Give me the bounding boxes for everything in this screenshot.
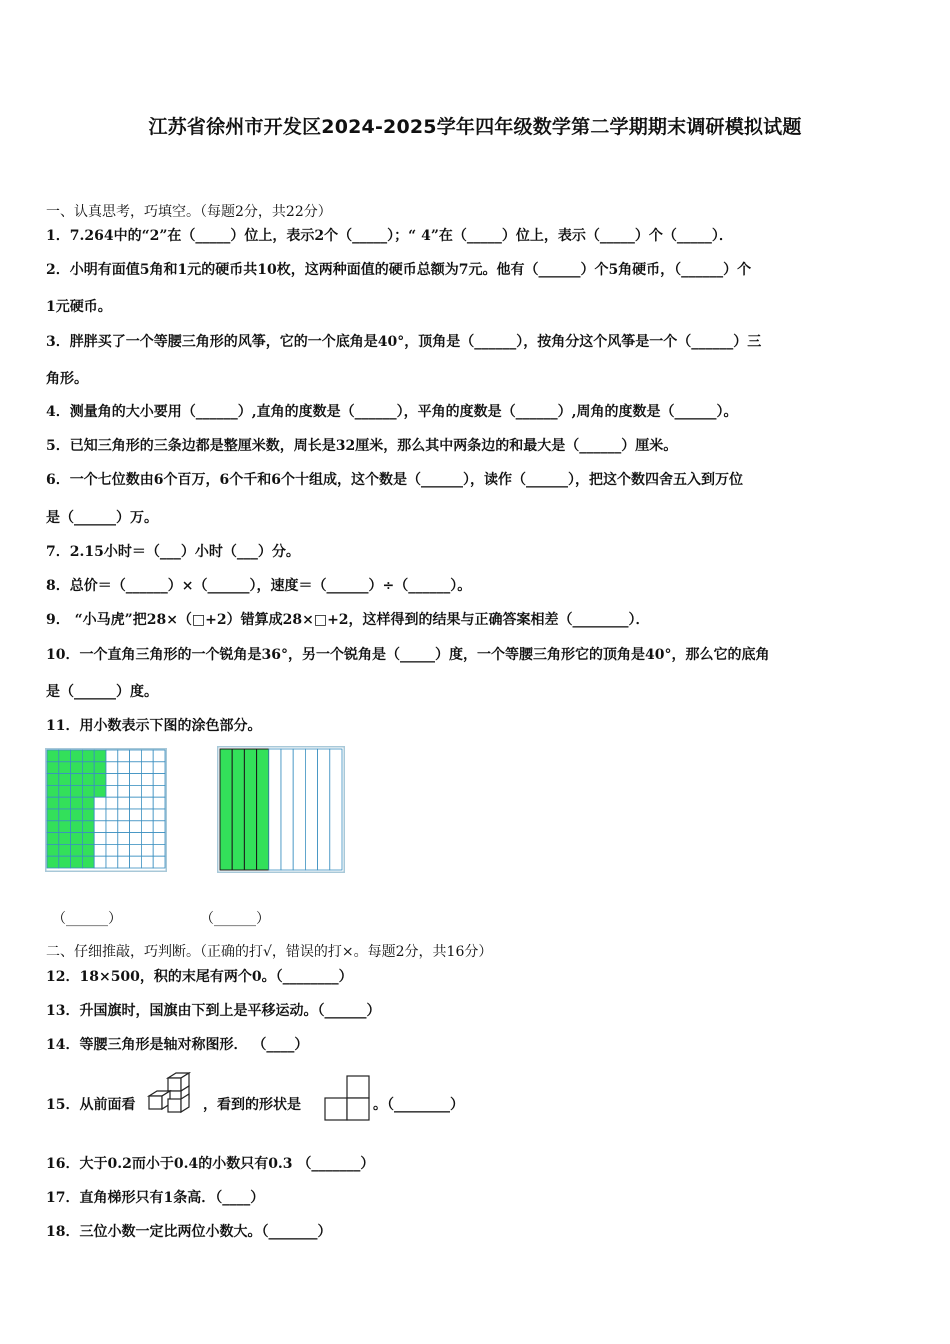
question-10-line-2: 是（______）度。 [46, 684, 158, 700]
grid1-cell [153, 750, 165, 762]
question-12: 12．18×500，积的末尾有两个0。（________） [46, 969, 353, 985]
grid1-cell [59, 774, 71, 786]
grid1-cell [118, 785, 130, 797]
grid1-cell [47, 833, 59, 845]
grid1-cell [106, 833, 118, 845]
q11-answer-blank-2[interactable]: （______） [200, 911, 270, 927]
grid1-cell [130, 821, 142, 833]
question-15-suffix: 。（________） [373, 1097, 464, 1113]
grid1-cell [59, 821, 71, 833]
grid1-cell [106, 774, 118, 786]
grid2-strip [257, 749, 269, 870]
grid1-cell [153, 856, 165, 868]
grid1-cell [118, 844, 130, 856]
grid1-cell [47, 821, 59, 833]
grid1-cell [71, 750, 83, 762]
grid1-cell [71, 762, 83, 774]
grid1-cell [59, 844, 71, 856]
grid2-strip [244, 749, 256, 870]
grid1-cell [47, 797, 59, 809]
grid1-cell [47, 809, 59, 821]
grid1-cell [118, 762, 130, 774]
grid1-cell [82, 809, 94, 821]
grid1-cell [94, 785, 106, 797]
grid1-cell [153, 774, 165, 786]
grid1-cell [153, 833, 165, 845]
question-1: 1．7.264中的“2”在（_____）位上，表示2个（_____）；“ 4”在（_____）位上，表示（_____）个（_____）． [46, 228, 733, 244]
grid1-cell [59, 762, 71, 774]
grid1-cell [141, 821, 153, 833]
question-8: 8．总价＝（______）×（______），速度＝（______）÷（______）。 [46, 578, 472, 594]
cube-stack-icon [146, 1072, 196, 1120]
grid1-cell [130, 762, 142, 774]
grid1-cell [153, 821, 165, 833]
question-13: 13．升国旗时，国旗由下到上是平移运动。（______） [46, 1003, 381, 1019]
grid1-cell [47, 856, 59, 868]
grid1-cell [59, 809, 71, 821]
grid1-cell [118, 809, 130, 821]
grid1-cell [47, 774, 59, 786]
grid1-cell [71, 774, 83, 786]
question-15-middle: ，看到的形状是 [203, 1097, 301, 1113]
grid1-cell [94, 762, 106, 774]
grid2-strip [305, 749, 317, 870]
grid1-cell [106, 821, 118, 833]
grid1-cell [130, 750, 142, 762]
hundred-square-grid-figure [45, 748, 167, 872]
grid1-cell [59, 785, 71, 797]
grid2-strip [281, 749, 293, 870]
grid1-cell [47, 750, 59, 762]
grid1-cell [82, 833, 94, 845]
grid1-cell [106, 762, 118, 774]
grid1-cell [118, 833, 130, 845]
grid2-strip [330, 749, 342, 870]
grid1-cell [130, 844, 142, 856]
grid1-cell [94, 797, 106, 809]
grid1-cell [130, 856, 142, 868]
grid1-cell [130, 797, 142, 809]
grid1-cell [106, 844, 118, 856]
grid1-cell [82, 844, 94, 856]
question-16: 16．大于0.2而小于0.4的小数只有0.3 （_______） [46, 1156, 375, 1172]
question-18: 18．三位小数一定比两位小数大。（_______） [46, 1224, 332, 1240]
grid1-cell [118, 774, 130, 786]
grid1-cell [130, 833, 142, 845]
question-3-line-2: 角形。 [46, 371, 88, 387]
grid1-cell [82, 750, 94, 762]
grid2-strip [220, 749, 232, 870]
grid1-cell [82, 797, 94, 809]
grid1-cell [71, 785, 83, 797]
question-15-prefix: 15．从前面看 [46, 1097, 136, 1113]
grid1-cell [94, 750, 106, 762]
grid1-cell [71, 809, 83, 821]
grid1-cell [130, 785, 142, 797]
question-17: 17．直角梯形只有1条高．（____） [46, 1190, 265, 1206]
grid1-cell [82, 856, 94, 868]
grid1-cell [141, 774, 153, 786]
question-11: 11．用小数表示下图的涂色部分。 [46, 718, 262, 734]
grid1-cell [141, 809, 153, 821]
grid1-cell [106, 856, 118, 868]
question-6-line-2: 是（______）万。 [46, 510, 158, 526]
tenth-strips-figure [217, 746, 345, 873]
grid1-cell [106, 785, 118, 797]
question-14: 14．等腰三角形是轴对称图形． （____） [46, 1037, 309, 1053]
grid1-cell [82, 774, 94, 786]
grid1-cell [153, 844, 165, 856]
grid1-cell [82, 785, 94, 797]
question-2-line-1: 2．小明有面值5角和1元的硬币共10枚，这两种面值的硬币总额为7元。他有（______）个5角硬币，（______）个 [46, 262, 752, 278]
grid1-cell [106, 797, 118, 809]
grid1-cell [71, 821, 83, 833]
grid1-cell [59, 833, 71, 845]
question-9: 9． “小马虎”把28×（□+2）错算成28×□+2，这样得到的结果与正确答案相差（________）． [46, 612, 650, 628]
grid1-cell [71, 844, 83, 856]
grid1-cell [94, 856, 106, 868]
grid1-cell [94, 844, 106, 856]
grid2-strip [269, 749, 281, 870]
page-title: 江苏省徐州市开发区2024-2025学年四年级数学第二学期期末调研模拟试题 [148, 116, 802, 138]
grid1-cell [141, 797, 153, 809]
question-5: 5．已知三角形的三条边都是整厘米数，周长是32厘米，那么其中两条边的和最大是（______）厘米。 [46, 438, 678, 454]
grid1-cell [47, 762, 59, 774]
front-view-shape-icon [323, 1075, 373, 1123]
grid1-cell [82, 821, 94, 833]
grid1-cell [82, 762, 94, 774]
grid1-cell [106, 750, 118, 762]
question-4: 4．测量角的大小要用（______）,直角的度数是（______），平角的度数是（______）,周角的度数是（______）。 [46, 404, 738, 420]
question-6-line-1: 6．一个七位数由6个百万，6个千和6个十组成，这个数是（______），读作（______），把这个数四舍五入到万位 [46, 472, 743, 488]
grid1-cell [118, 856, 130, 868]
grid1-cell [47, 785, 59, 797]
grid1-cell [153, 797, 165, 809]
q11-answer-blank-1[interactable]: （______） [52, 911, 122, 927]
grid1-cell [118, 821, 130, 833]
grid1-cell [153, 785, 165, 797]
grid1-cell [130, 809, 142, 821]
grid1-cell [153, 809, 165, 821]
question-3-line-1: 3．胖胖买了一个等腰三角形的风筝，它的一个底角是40°，顶角是（______），按角分这个风筝是一个（______）三 [46, 334, 762, 350]
grid1-cell [106, 809, 118, 821]
question-7: 7．2.15小时＝（___）小时（___）分。 [46, 544, 300, 560]
grid2-strip [293, 749, 305, 870]
section-2-heading: 二、仔细推敲，巧判断。（正确的打√，错误的打×。每题2分，共16分） [46, 944, 493, 960]
grid1-cell [141, 785, 153, 797]
grid1-cell [130, 774, 142, 786]
question-2-line-2: 1元硬币。 [46, 299, 112, 315]
grid1-cell [59, 856, 71, 868]
grid1-cell [118, 750, 130, 762]
grid1-cell [59, 797, 71, 809]
grid1-cell [118, 797, 130, 809]
grid1-cell [141, 750, 153, 762]
grid1-cell [94, 809, 106, 821]
grid1-cell [71, 833, 83, 845]
grid1-cell [94, 774, 106, 786]
grid2-strip [318, 749, 330, 870]
grid1-cell [141, 844, 153, 856]
grid1-cell [71, 797, 83, 809]
grid1-cell [153, 762, 165, 774]
grid1-cell [94, 833, 106, 845]
grid1-cell [141, 762, 153, 774]
grid2-strip [232, 749, 244, 870]
grid1-cell [94, 821, 106, 833]
section-1-heading: 一、认真思考，巧填空。（每题2分，共22分） [46, 204, 332, 220]
grid1-cell [71, 856, 83, 868]
grid1-cell [47, 844, 59, 856]
grid1-cell [59, 750, 71, 762]
grid1-cell [141, 833, 153, 845]
grid1-cell [141, 856, 153, 868]
question-10-line-1: 10．一个直角三角形的一个锐角是36°，另一个锐角是（_____）度，一个等腰三角形它的顶角是40°，那么它的底角 [46, 647, 770, 663]
